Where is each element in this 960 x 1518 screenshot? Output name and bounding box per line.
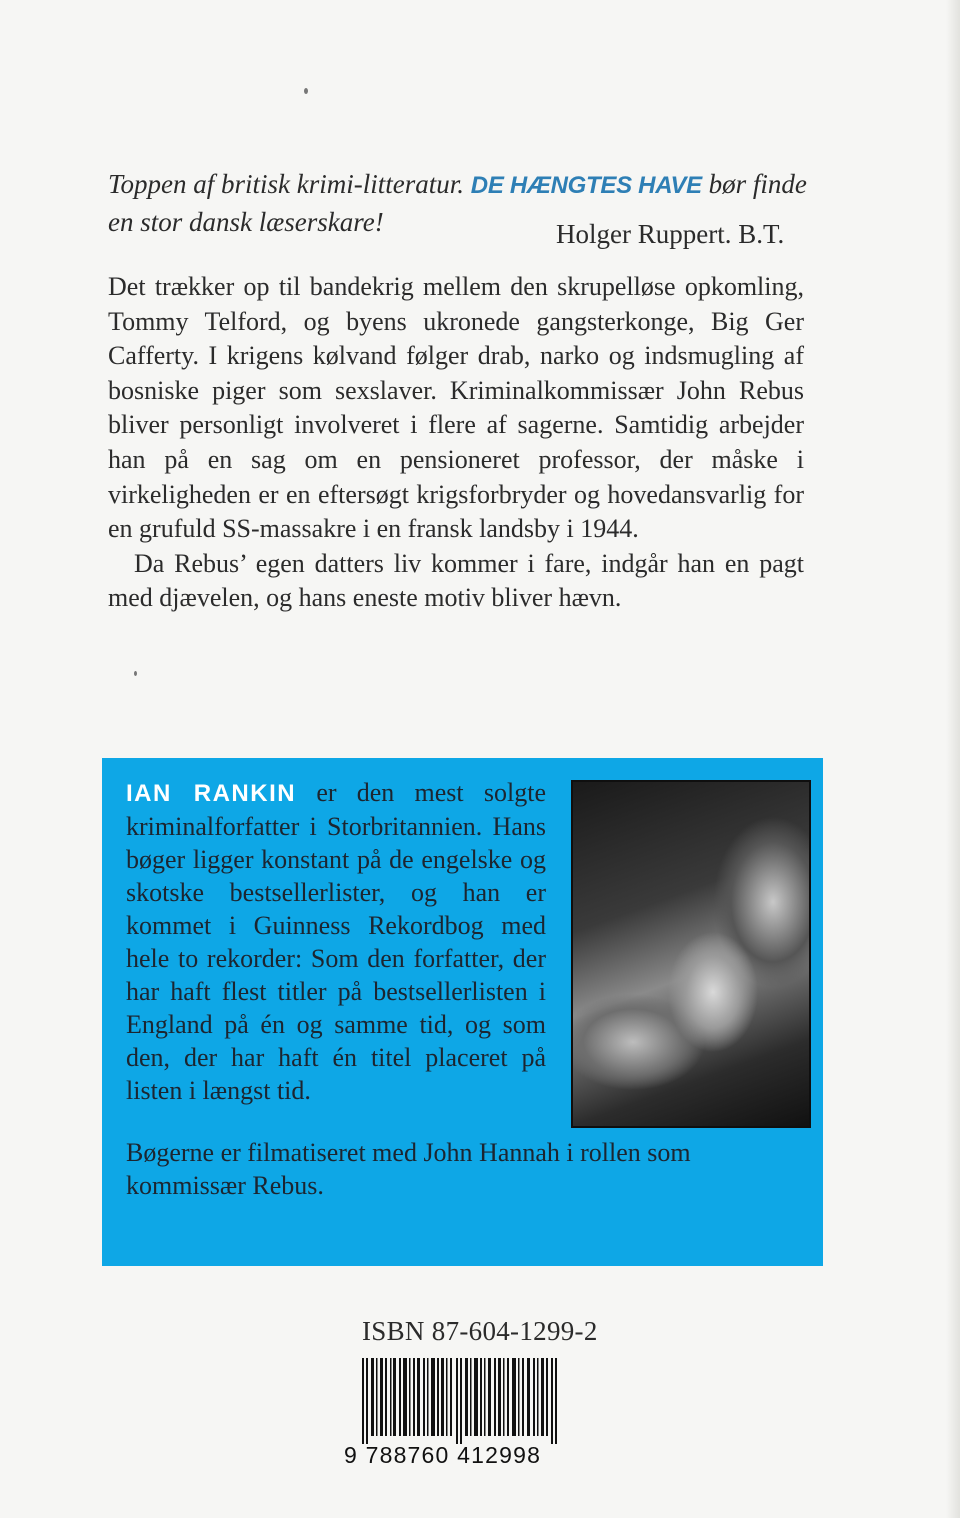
- barcode-digits: 9 788760 412998: [344, 1442, 542, 1468]
- author-bio: [126, 776, 546, 1107]
- author-photo: [571, 780, 811, 1128]
- author-box: [102, 758, 823, 1266]
- cover-edge-shadow: [946, 0, 960, 1518]
- barcode-bars: [344, 1358, 590, 1444]
- blurb: [108, 270, 804, 616]
- blurb-paragraph-1: Det trækker op til bandekrig mellem den skrupelløse opkomling, Tommy Telford, og byens ukronede gangsterkonge, Big Ger Cafferty. I krigens kølvand følger drab, narko og indsmugling af bosniske piger som sexslaver. Kriminalkommissær John Rebus bliver personligt involveret i flere af sagerne. Samtidig arbejder han på en sag om en pensioneret professor, der måske i virkeligheden er en eftersøgt krigsforbryder og hovedansvarlig for en grufuld SS-massakre i en fransk landsby i 1944.: [108, 272, 804, 544]
- isbn-label: ISBN 87-604-1299-2: [362, 1316, 598, 1346]
- barcode: [344, 1358, 590, 1470]
- quote-text-end: bør finde: [701, 169, 807, 199]
- print-speck: [304, 88, 308, 94]
- author-bio-text: er den mest solgte kriminalforfatter i Storbritannien. Hans bøger ligger konstant på de engelske og skotske bestsellerlister, og han er kommet i Guinness Rekordbog med hele to rekorder: Som den forfatter, der har haft flest titler på bestsellerlisten i England på én og samme tid, og som den, der har haft én titel placeret på listen i længst tid.: [126, 778, 547, 1105]
- author-footer: Bøgerne er filmatiseret med John Hannah i rollen som kommissær Rebus.: [126, 1138, 691, 1200]
- quote-source: Holger Ruppert. B.T.: [556, 219, 785, 249]
- print-speck: [134, 671, 137, 676]
- quote-text-line2: en stor dansk læserskare!: [108, 207, 384, 237]
- book-title: DE HÆNGTES HAVE: [470, 172, 702, 199]
- blurb-paragraph-2: Da Rebus’ egen datters liv kommer i fare, indgår han en pagt med djævelen, og hans eneste motiv bliver hævn.: [108, 548, 804, 613]
- quote-text-start: Toppen af britisk krimi-litteratur.: [108, 169, 471, 199]
- author-name: IAN RANKIN: [126, 780, 297, 807]
